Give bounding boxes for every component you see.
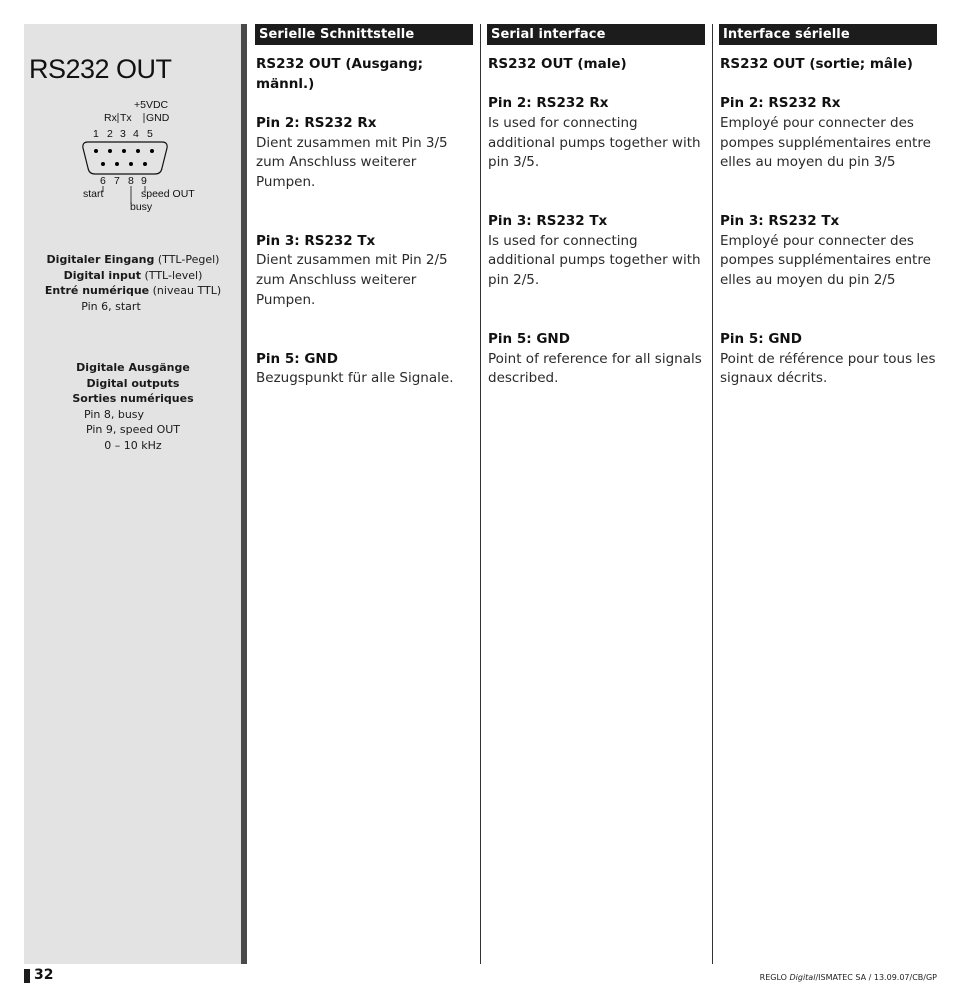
- column-divider: [712, 24, 713, 964]
- pin-dot: [101, 162, 105, 166]
- pin-dot: [94, 149, 98, 153]
- pin-block: [488, 94, 705, 173]
- db9-shell: [83, 142, 167, 174]
- pin-text: Dient zusammen mit Pin 3/5 zum Anschluss weiterer Pumpen.: [256, 134, 448, 191]
- column-french: [719, 24, 937, 389]
- note-bold: Digital outputs: [86, 376, 180, 390]
- sidebar-divider: [241, 24, 247, 964]
- note-text: (TTL-Pegel): [154, 253, 220, 266]
- pin-text: Is used for connecting additional pumps together with pin 2/5.: [488, 232, 701, 289]
- label-5vdc: +5VDC: [134, 99, 169, 111]
- pin-text: Bezugspunkt für alle Signale.: [256, 370, 454, 387]
- column-divider: [480, 24, 481, 964]
- note-text: Pin 6, start: [81, 299, 141, 313]
- footer-text-italic: Digital: [789, 973, 816, 982]
- note-bold: Sorties numériques: [72, 392, 194, 405]
- pin-title: Pin 5: GND: [256, 350, 338, 367]
- pin-dot: [122, 149, 126, 153]
- pin-number: 1: [93, 128, 99, 140]
- pin-text: Point de référence pour tous les signaux décrits.: [720, 350, 936, 387]
- footer-text-part: REGLO: [759, 973, 790, 982]
- pin-number: 9: [141, 175, 147, 187]
- connector-diagram: [78, 94, 208, 214]
- pin-title: Pin 2: RS232 Rx: [256, 114, 377, 131]
- digital-outputs-note: [24, 360, 242, 453]
- pin-title: Pin 5: GND: [720, 330, 802, 347]
- footer-doc-info: [760, 973, 937, 982]
- pin-number: 4: [133, 128, 139, 140]
- pin-dot: [108, 149, 112, 153]
- pin-text: Is used for connecting additional pumps together with pin 3/5.: [488, 114, 701, 171]
- footer-marker: [24, 969, 30, 983]
- note-text: 0 – 10 kHz: [104, 438, 162, 452]
- column-subtitle: RS232 OUT (sortie; mâle): [720, 56, 913, 72]
- pin-text: Employé pour connecter des pompes supplémentaires entre elles au moyen du pin 2/5: [720, 232, 931, 289]
- column-german: [255, 24, 473, 389]
- label-start: start: [83, 188, 104, 200]
- pin-number: 3: [120, 128, 126, 140]
- column-header: Serial interface: [487, 24, 705, 45]
- note-text: Pin 9, speed OUT: [85, 423, 181, 436]
- pin-block: [256, 114, 473, 193]
- note-bold: Digital input: [63, 268, 141, 282]
- note-text: (niveau TTL): [149, 284, 222, 297]
- page-title: RS232 OUT: [29, 54, 172, 84]
- label-speed-out: speed OUT: [141, 188, 195, 200]
- column-english: [487, 24, 705, 389]
- column-subtitle: RS232 OUT (male): [488, 56, 627, 72]
- pin-block: [256, 232, 473, 311]
- page-number: 32: [34, 967, 54, 983]
- pin-dot: [115, 162, 119, 166]
- column-header: Serielle Schnittstelle: [255, 24, 473, 45]
- pin-text: Dient zusammen mit Pin 2/5 zum Anschluss weiterer Pumpen.: [256, 252, 448, 308]
- note-text: Pin 8, busy: [83, 407, 145, 421]
- pin-block: [256, 350, 473, 389]
- footer-text-part: /ISMATEC SA / 13.09.07/CB/GP: [815, 973, 937, 982]
- pin-dot: [136, 149, 140, 153]
- pin-text: Point of reference for all signals described.: [488, 350, 702, 387]
- note-bold: Digitale Ausgänge: [76, 361, 190, 374]
- label-rx: Rx: [104, 112, 117, 124]
- pin-title: Pin 2: RS232 Rx: [720, 95, 841, 112]
- pin-number: 8: [128, 175, 134, 187]
- pin-title: Pin 3: RS232 Tx: [488, 213, 608, 230]
- pin-number: 5: [147, 128, 153, 140]
- pin-number: 2: [107, 128, 113, 140]
- pin-block: [720, 94, 937, 173]
- pin-title: Pin 5: GND: [488, 330, 570, 347]
- label-gnd: GND: [146, 112, 170, 124]
- note-text: (TTL-level): [141, 268, 203, 282]
- pin-title: Pin 2: RS232 Rx: [488, 95, 609, 112]
- pin-number: 6: [100, 175, 106, 187]
- label-busy: busy: [130, 201, 153, 213]
- pin-block: [488, 330, 705, 389]
- pin-title: Pin 3: RS232 Tx: [256, 232, 376, 249]
- column-subtitle: RS232 OUT (Ausgang; männl.): [256, 56, 424, 92]
- pin-number: 7: [114, 175, 120, 187]
- column-header: Interface sérielle: [719, 24, 937, 45]
- pin-block: [720, 212, 937, 291]
- label-tx: Tx: [120, 112, 132, 124]
- note-bold: Digitaler Eingang: [46, 253, 155, 266]
- pin-dot: [150, 149, 154, 153]
- pin-block: [488, 212, 705, 291]
- pin-dot: [143, 162, 147, 166]
- pin-block: [720, 330, 937, 389]
- pin-dot: [129, 162, 133, 166]
- pin-text: Employé pour connecter des pompes supplémentaires entre elles au moyen du pin 3/5: [720, 114, 931, 171]
- digital-input-note: [24, 252, 242, 314]
- note-bold: Entré numérique: [44, 284, 150, 297]
- pin-title: Pin 3: RS232 Tx: [720, 213, 840, 230]
